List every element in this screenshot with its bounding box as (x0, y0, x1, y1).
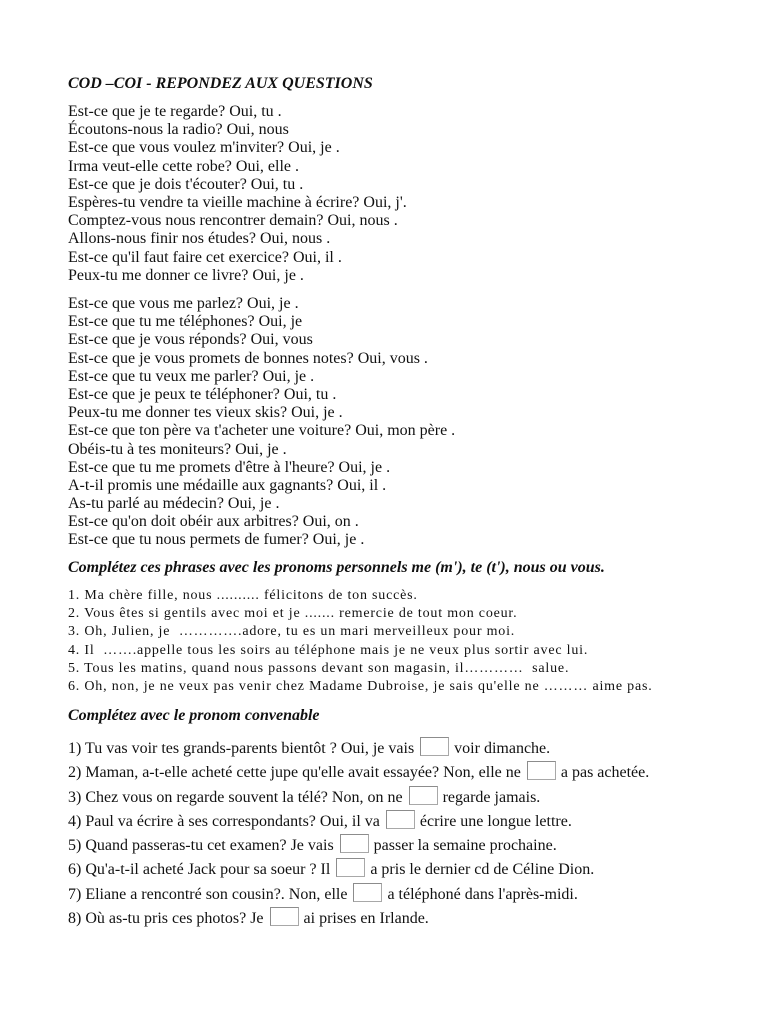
exercise-line (68, 810, 649, 834)
question-line: Comptez-vous nous rencontrer demain? Oui, nous . (68, 212, 398, 230)
exercise-continuation: a pas achetée. (560, 764, 650, 782)
exercise-prompt: 5) Quand passeras-tu cet examen? Je vais (68, 837, 334, 855)
section-heading-convenable: Complétez avec le pronom convenable (68, 707, 320, 724)
question-line: Écoutons-nous la radio? Oui, nous (68, 121, 289, 139)
question-line: Est-ce que vous me parlez? Oui, je . (68, 295, 299, 312)
pronoun-exercises (68, 737, 649, 931)
question-line: Est-ce qu'on doit obéir aux arbitres? Oui, on . (68, 513, 359, 531)
question-line: Est-ce que je vous promets de bonnes notes? Oui, vous . (68, 349, 428, 367)
question-line: Est-ce que tu veux me parler? Oui, je . (68, 367, 315, 385)
exercise-continuation: regarde jamais. (442, 788, 541, 806)
fill-in-sentences (68, 587, 653, 696)
exercise-continuation: voir dimanche. (454, 740, 551, 757)
question-line: Obéis-tu à tes moniteurs? Oui, je . (68, 440, 287, 458)
question-line: Est-ce que tu me promets d'être à l'heure? Oui, je . (68, 458, 391, 476)
sentence-line: 2. Vous êtes si gentils avec moi et je ....... remercie de tout mon coeur. (68, 606, 518, 622)
sentence-line: 3. Oh, Julien, je ………….adore, tu es un mari merveilleux pour moi. (68, 624, 516, 640)
exercise-line (68, 737, 649, 761)
exercise-prompt: 4) Paul va écrire à ses correspondants? Oui, il va (68, 812, 380, 830)
question-line: As-tu parlé au médecin? Oui, je . (68, 495, 280, 513)
answer-field[interactable] (420, 737, 449, 756)
question-line: Est-ce que je te regarde? Oui, tu . (68, 103, 282, 120)
answer-field[interactable] (386, 810, 415, 829)
question-line: Espères-tu vendre ta vieille machine à écrire? Oui, j'. (68, 193, 407, 211)
exercise-prompt: 6) Qu'a-t-il acheté Jack pour sa soeur ? Il (68, 861, 331, 879)
page-title: COD –COI - REPONDEZ AUX QUESTIONS (68, 75, 373, 92)
question-line: Est-ce que je peux te téléphoner? Oui, tu . (68, 385, 337, 403)
exercise-continuation: a pris le dernier cd de Céline Dion. (370, 861, 595, 879)
question-line: Est-ce que je dois t'écouter? Oui, tu . (68, 175, 304, 193)
sentence-line: 1. Ma chère fille, nous .......... félicitons de ton succès. (68, 588, 418, 603)
exercise-line (68, 834, 649, 858)
question-line: Peux-tu me donner tes vieux skis? Oui, je . (68, 404, 343, 422)
exercise-prompt: 7) Eliane a rencontré son cousin?. Non, elle (68, 885, 348, 903)
question-line: Peux-tu me donner ce livre? Oui, je . (68, 266, 304, 284)
exercise-prompt: 3) Chez vous on regarde souvent la télé? Non, on ne (68, 788, 403, 806)
exercise-line (68, 907, 649, 931)
question-line: Est-ce que je vous réponds? Oui, vous (68, 331, 313, 349)
exercise-continuation: ai prises en Irlande. (303, 910, 429, 928)
section-heading-pronouns: Complétez ces phrases avec les pronoms personnels me (m'), te (t'), nous ou vous. (68, 559, 605, 576)
question-line: Irma veut-elle cette robe? Oui, elle . (68, 157, 299, 175)
answer-field[interactable] (270, 907, 299, 926)
answer-field[interactable] (527, 761, 556, 780)
exercise-continuation: a téléphoné dans l'après-midi. (387, 885, 578, 903)
exercise-prompt: 2) Maman, a-t-elle acheté cette jupe qu'elle avait essayée? Non, elle ne (68, 764, 521, 782)
exercise-line (68, 761, 649, 785)
question-line: Est-ce que tu nous permets de fumer? Oui, je . (68, 531, 365, 549)
answer-field[interactable] (336, 858, 365, 877)
questions-part-1 (68, 103, 407, 285)
answer-field[interactable] (340, 834, 369, 853)
exercise-line (68, 786, 649, 810)
answer-field[interactable] (353, 883, 382, 902)
exercise-line (68, 883, 649, 907)
exercise-prompt: 8) Où as-tu pris ces photos? Je (68, 910, 264, 928)
question-line: A-t-il promis une médaille aux gagnants? Oui, il . (68, 476, 387, 494)
answer-field[interactable] (409, 786, 438, 805)
question-line: Est-ce que ton père va t'acheter une voiture? Oui, mon père . (68, 422, 456, 440)
question-line: Est-ce que vous voulez m'inviter? Oui, je . (68, 139, 340, 157)
question-line: Est-ce qu'il faut faire cet exercice? Oui, il . (68, 248, 342, 266)
exercise-continuation: passer la semaine prochaine. (373, 837, 557, 855)
exercise-line (68, 858, 649, 882)
exercise-prompt: 1) Tu vas voir tes grands-parents bientôt ? Oui, je vais (68, 740, 415, 757)
sentence-line: 4. Il …….appelle tous les soirs au téléphone mais je ne veux plus sortir avec lui. (68, 642, 589, 658)
questions-part-2 (68, 295, 455, 550)
question-line: Allons-nous finir nos études? Oui, nous . (68, 230, 331, 248)
sentence-line: 6. Oh, non, je ne veux pas venir chez Madame Dubroise, je sais qu'elle ne ……… aime pas. (68, 678, 653, 694)
exercise-continuation: écrire une longue lettre. (419, 812, 572, 830)
question-line: Est-ce que tu me téléphones? Oui, je (68, 313, 303, 331)
sentence-line: 5. Tous les matins, quand nous passons devant son magasin, il………… salue. (68, 660, 570, 676)
